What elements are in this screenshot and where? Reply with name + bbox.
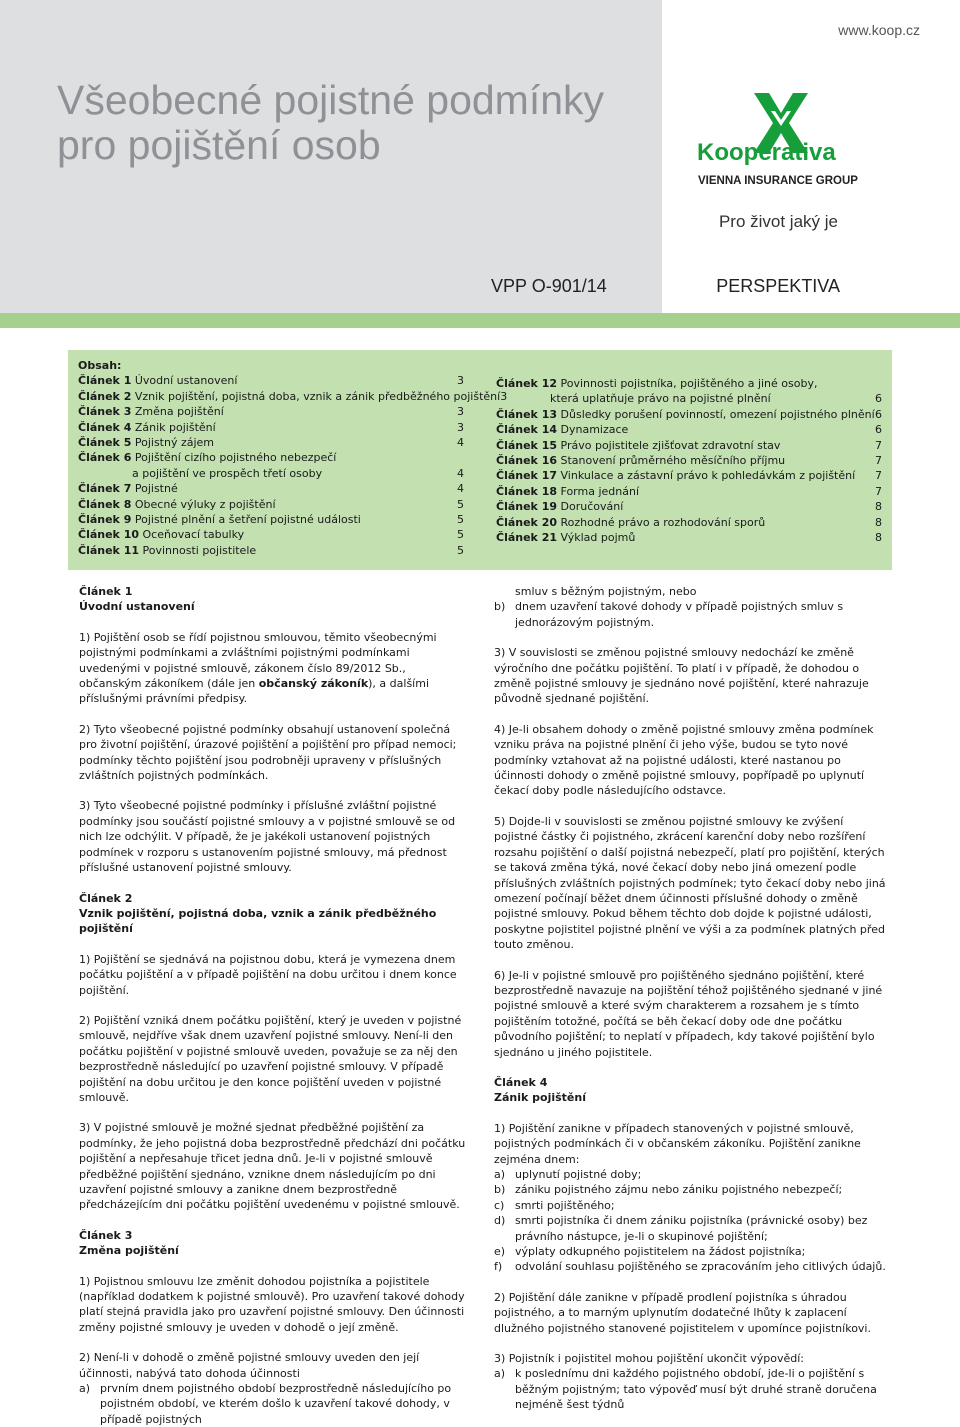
toc-entry[interactable]	[496, 499, 882, 514]
toc-entry-title: Důsledky porušení povinností, omezení pojistného plnění	[560, 407, 875, 421]
toc-entry-number: Článek 15	[496, 438, 558, 452]
toc-entry[interactable]	[496, 453, 882, 468]
list-item-text: zániku pojistného zájmu nebo zániku pojistného nebezpečí;	[515, 1183, 843, 1197]
article-4-paragraph-2: 2) Pojištění dále zanikne v případě prodlení pojistníka s úhradou pojistného, a to marným uplynutím dodatečné lhůty k zaplacení dlužného pojistného stanovené pojistitelem v upomínce pojistníkovi.	[494, 1290, 871, 1335]
toc-entry-page: 8	[875, 515, 882, 529]
toc-entry[interactable]	[496, 484, 882, 499]
toc-entry-number: Článek 18	[496, 484, 558, 498]
article-2-paragraph-2: 2) Pojištění vzniká dnem počátku pojištění, který je uveden v pojistné smlouvě, nejdříve však dnem uzavření pojistné smlouvy. Není-li den počátku pojištění v pojistné smlouvě uveden, považuje se za něj den bezprostředně následující po uzavření pojistné smlouvy. V případě pojištění na dobu určitou je den konce pojištění uveden v pojistné smlouvě.	[79, 1013, 462, 1104]
toc-entry-page: 7	[875, 454, 882, 468]
toc-entry-title: Obecné výluky z pojištění	[134, 497, 276, 511]
toc-entry-page: 6	[875, 392, 882, 406]
article-1-number: Článek 1	[79, 585, 133, 598]
toc-entry[interactable]	[78, 481, 464, 496]
list-item-text: uplynutí pojistné doby;	[515, 1168, 642, 1181]
toc-entry-title: Úvodní ustanovení	[134, 374, 238, 388]
text-column-left	[79, 584, 467, 1427]
toc-entry[interactable]	[78, 404, 464, 419]
toc-entry-title: Pojistný zájem	[134, 436, 215, 450]
slogan: Pro život jaký je	[718, 212, 838, 231]
toc-entry-page: 3	[500, 389, 508, 403]
list-item-continuation: smluv s běžným pojistným, nebo	[515, 585, 697, 598]
toc-entry-page: 3	[457, 374, 464, 388]
article-2-paragraph-1: 1) Pojištění se sjednává na pojistnou dobu, která je vymezena dnem počátku pojištění a v případě pojištění na dobu určitou i dnem konce pojištění.	[79, 952, 457, 997]
toc-entry-number: Článek 5	[78, 436, 132, 450]
toc-entry-title: Forma jednání	[560, 484, 640, 498]
toc-entry-number: Článek 14	[496, 423, 558, 437]
list-item-text: smrti pojistníka či dnem zániku pojistníka (právnické osoby) bez právního nástupce, je-li o skupinové pojištění;	[515, 1214, 868, 1243]
toc-entry-title: Vinkulace a zástavní právo k pohledávkám z pojištění	[560, 469, 856, 483]
toc-entry-title: Vznik pojištění, pojistná doba, vznik a zánik předběžného pojištění	[134, 389, 501, 403]
toc-entry-number: Článek 7	[78, 482, 132, 496]
toc-entry-page: 6	[875, 423, 882, 437]
toc-right-column	[496, 376, 882, 545]
toc-entry-title: Povinnosti pojistníka, pojištěného a jiné osoby,	[560, 377, 818, 390]
toc-entry-title: Pojistné plnění a šetření pojistné události	[134, 513, 361, 527]
toc-entry[interactable]	[496, 468, 882, 483]
toc-entry-number: Článek 19	[496, 500, 558, 514]
article-3-paragraph-3: 3) V souvislosti se změnou pojistné smlouvy nedochází ke změně výročního dne počátku pojištění. To platí i v případě, že dohodou o změně pojistné smlouvy je sjednáno nové pojištění, které nahrazuje původně sjednané pojištění.	[494, 646, 869, 706]
list-item-text: k poslednímu dni každého pojistného období, jde-li o pojištění s běžným pojistným; tato výpověď musí být druhé straně doručena nejméně šest týdnů	[515, 1367, 877, 1412]
toc-entry-page: 8	[875, 500, 882, 514]
toc-entry-number: Článek 11	[78, 543, 140, 557]
text-column-right	[494, 584, 886, 1413]
toc-entry-page: 7	[875, 469, 882, 483]
toc-entry[interactable]	[496, 530, 882, 545]
toc-entry[interactable]	[496, 515, 882, 530]
toc-entry[interactable]	[496, 438, 882, 453]
toc-entry-number: Článek 1	[78, 374, 132, 388]
list-item-label: b)	[494, 1183, 506, 1197]
toc-entry-page: 5	[457, 543, 464, 557]
toc-heading: Obsah:	[78, 359, 122, 372]
toc-entry[interactable]	[496, 391, 882, 406]
toc-entry-number: Článek 3	[78, 405, 132, 419]
toc-entry-title: Pojištění cizího pojistného nebezpečí	[134, 451, 337, 465]
toc-entry-page: 5	[457, 513, 464, 527]
list-item-text: odvolání souhlasu pojištěného se zpracováním jeho citlivých údajů.	[515, 1260, 886, 1274]
list-item-label: e)	[494, 1245, 506, 1259]
logo-group-text: VIENNA INSURANCE GROUP	[698, 175, 858, 187]
article-3-number: Článek 3	[79, 1228, 133, 1242]
website-link[interactable]: www.koop.cz	[838, 22, 920, 38]
toc-entry[interactable]	[78, 497, 464, 512]
toc-entry-number: Článek 4	[78, 420, 132, 434]
toc-entry-title: Rozhodné právo a rozhodování sporů	[560, 515, 766, 529]
green-divider	[0, 313, 960, 328]
toc-entry-number: Článek 13	[496, 407, 558, 421]
toc-entry-title: Povinnosti pojistitele	[142, 543, 257, 557]
toc-entry-page: 3	[457, 405, 464, 419]
page-title	[57, 78, 604, 168]
article-1-paragraph-3: 3) Tyto všeobecné pojistné podmínky i příslušné zvláštní pojistné podmínky jsou součástí pojistné smlouvy a v pojistné smlouvě se od nich lze odchýlit. V případě, že je jakékoli ustanovení pojistných podmínek v rozporu s ustanovením pojistné smlouvy, má přednost příslušné ustanovení pojistné smlouvy.	[79, 799, 456, 875]
toc-entry[interactable]	[78, 450, 464, 465]
list-item: a) prvním dnem pojistného období bezprostředně následujícího po pojistném období, ve kterém došlo k uzavření takové dohody, v případě pojistných	[79, 1381, 467, 1427]
list-item	[494, 1198, 886, 1213]
list-item	[494, 1182, 886, 1197]
list-item-label: a)	[494, 1168, 506, 1181]
article-4-title: Zánik pojištění	[494, 1091, 586, 1105]
article-2-paragraph-3: 3) V pojistné smlouvě je možné sjednat předběžné pojištění za podmínky, že jeho pojistná doba bezprostředně předchází dni počátku pojištění a nepřesahuje třicet jedna dnů. Je-li v pojistné smlouvě předběžné pojištění sjednáno, vznikne dnem následujícím po dni uzavření pojistné smlouvy a zanikne dnem bezprostředně předcházejícím dni počátku pojištění uvedenému v pojistné smlouvě.	[79, 1121, 466, 1212]
article-2-title: Vznik pojištění, pojistná doba, vznik a zánik předběžného pojištění	[79, 906, 437, 936]
toc-entry-number: Článek 17	[496, 469, 558, 483]
article-1-paragraph-1: 1) Pojištění osob se řídí pojistnou smlouvou, těmito všeobecnými pojistnými podmínkami a zvláštními pojistnými podmínkami uvedenými v pojistné smlouvě, zákonem číslo 89/2012 Sb., občanským zákoníkem (dále jen občanský zákoník), a dalšími příslušnými právními předpisy.	[79, 630, 437, 706]
article-1-title: Úvodní ustanovení	[79, 600, 195, 614]
toc-entry-title: Výklad pojmů	[560, 531, 636, 545]
toc-entry-page: 3	[457, 420, 464, 434]
list-item-text: výplaty odkupného pojistitelem na žádost pojistníka;	[515, 1245, 806, 1259]
toc-entry-page: 5	[457, 497, 464, 511]
title-line-1: Všeobecné pojistné podmínky	[57, 77, 605, 123]
toc-entry-title: a pojištění ve prospěch třetí osoby	[132, 466, 323, 480]
toc-entry-number: Článek 8	[78, 497, 132, 511]
list-item-text: dnem uzavření takové dohody v případě pojistných smluv s jednorázovým pojistným.	[515, 600, 844, 629]
toc-entry-page: 7	[875, 438, 882, 452]
toc-entry[interactable]	[496, 422, 882, 437]
toc-entry[interactable]	[78, 543, 464, 558]
toc-entry-number: Článek 9	[78, 513, 132, 527]
toc-entry-number: Článek 2	[78, 389, 132, 403]
article-4-paragraph-1: 1) Pojištění zanikne v případech stanovených v pojistné smlouvě, pojistných podmínkách či v občanském zákoníku. Pojištění zanikne zejména dnem:	[494, 1121, 861, 1166]
article-2-number: Článek 2	[79, 891, 133, 905]
article-3-paragraph-6: 6) Je-li v pojistné smlouvě pro pojištěného sjednáno pojištění, které bezprostředně navazuje na pojištění téhož pojištěného sjednané v jiné pojistné smlouvě a které svým charakterem a rozsahem je s tímto pojištěním totožné, počítá se běh čekací doby ode dne počátku původního pojištění; to neplatí v případech, kdy takové pojištění bylo sjednáno u jiného pojistitele.	[494, 968, 883, 1059]
toc-entry-title: která uplatňuje právo na pojistné plnění	[550, 392, 771, 406]
list-item	[494, 1213, 886, 1244]
toc-entry[interactable]	[78, 512, 464, 527]
toc-entry-number: Článek 12	[496, 377, 558, 390]
toc-entry-page: 4	[457, 436, 464, 450]
list-item: b) dnem uzavření takové dohody v případě pojistných smluv s jednorázovým pojistným.	[494, 599, 886, 630]
toc-entry-title: Dynamizace	[560, 423, 629, 437]
list-item-text: prvním dnem pojistného období bezprostředně následujícího po pojistném období, ve kterém došlo k uzavření takové dohody, v případě pojistných	[100, 1382, 452, 1426]
table-of-contents	[68, 350, 892, 570]
toc-entry-title: Doručování	[560, 500, 624, 514]
toc-entry-title: Stanovení průměrného měsíčního příjmu	[560, 454, 786, 468]
toc-entry[interactable]	[78, 389, 508, 404]
article-3-title: Změna pojištění	[79, 1244, 179, 1258]
article-3-paragraph-4: 4) Je-li obsahem dohody o změně pojistné smlouvy změna podmínek vzniku práva na pojistné plnění či jeho výše, budou se tyto nové podmínky vztahovat až na pojistné události, které nastanou po účinnosti dohody o změně pojistné smlouvy, popřípadě po uplynutí čekací doby podle následujícího odstavce.	[494, 722, 874, 798]
article-3-paragraph-1: 1) Pojistnou smlouvu lze změnit dohodou pojistníka a pojistitele (například dodatkem k pojistné smlouvě). Pro uzavření takové dohody platí stejná pravidla jako pro uzavření pojistné smlouvy. Den účinnosti změny pojistné smlouvy je uveden v dohodě o její změně.	[79, 1274, 465, 1334]
toc-entry-page: 7	[875, 484, 882, 498]
kooperativa-logo	[697, 93, 867, 193]
toc-left-column	[78, 358, 508, 558]
toc-entry-page: 4	[457, 482, 464, 496]
list-item: a) k poslednímu dni každého pojistného období, jde-li o pojištění s běžným pojistným; tato výpověď musí být druhé straně doručena nejméně šest týdnů	[494, 1366, 886, 1412]
toc-entry[interactable]	[78, 527, 464, 542]
toc-entry[interactable]	[496, 407, 882, 422]
toc-entry-page: 4	[457, 466, 464, 480]
logo-brand-text: Kooperativa	[697, 139, 836, 166]
article-3-paragraph-5: 5) Dojde-li v souvislosti se změnou pojistné smlouvy ke zvýšení pojistné částky či pojistného, zkrácení karenční doby nebo rozšíření rozsahu pojištění o další pojistná nebezpečí, platí pro pojištění, kterých se taková změna týká, nové čekací doby nebo jiná omezení podle příslušných zvláštních pojistných podmínek; tyto čekací doby nebo jiná omezení počínají běžet dnem účinnosti příslušné dohody o změně pojistné smlouvy. Pokud během těchto dob dojde k pojistné události, poskytne pojistitel pojistné plnění ve výši a za podmínek platných před touto změnou.	[494, 814, 886, 952]
vpp-code: VPP O-901/14	[491, 276, 607, 296]
title-line-2: pro pojištění osob	[57, 122, 381, 168]
toc-entry-number: Článek 20	[496, 515, 558, 529]
toc-entry[interactable]	[78, 435, 464, 450]
toc-entry-title: Zánik pojištění	[134, 420, 216, 434]
toc-entry-title: Právo pojistitele zjišťovat zdravotní stav	[560, 438, 781, 452]
toc-entry[interactable]	[78, 420, 464, 435]
toc-entry-number: Článek 10	[78, 528, 140, 542]
toc-entry-page: 5	[457, 528, 464, 542]
list-item-label: c)	[494, 1198, 505, 1212]
list-item	[494, 1259, 886, 1274]
list-item	[494, 1244, 886, 1259]
list-item-label: d)	[494, 1214, 506, 1228]
toc-entry[interactable]	[78, 466, 464, 481]
toc-entry-number: Článek 21	[496, 531, 558, 545]
toc-entry-title: Oceňovací tabulky	[142, 528, 245, 542]
article-4-paragraph-3: 3) Pojistník i pojistitel mohou pojištění ukončit výpovědí:	[494, 1352, 805, 1366]
toc-entry-page: 6	[875, 407, 882, 421]
toc-entry-page: 8	[875, 531, 882, 545]
toc-entry-title: Změna pojištění	[134, 405, 224, 419]
product-name: PERSPEKTIVA	[716, 276, 840, 296]
list-item-text: smrti pojištěného;	[515, 1198, 615, 1212]
article-3-paragraph-2: 2) Není-li v dohodě o změně pojistné smlouvy uveden den její účinnosti, nabývá tato dohoda účinnosti	[79, 1351, 420, 1380]
toc-entry[interactable]	[496, 376, 882, 391]
article-1-paragraph-2: 2) Tyto všeobecné pojistné podmínky obsahují ustanovení společná pro životní pojištění, úrazové pojištění a pojištění pro případ nemoci; podmínky těchto pojištění jsou podrobněji upraveny v příslušných zvláštních pojistných podmínkách.	[79, 722, 457, 783]
toc-entry[interactable]	[78, 373, 464, 388]
article-4-number: Článek 4	[494, 1075, 548, 1089]
list-item	[494, 1167, 886, 1182]
toc-entry-number: Článek 6	[78, 451, 132, 465]
article-4-list	[494, 1167, 886, 1275]
toc-entry-title: Pojistné	[134, 482, 178, 496]
toc-entry-number: Článek 16	[496, 454, 558, 468]
list-item-label: f)	[494, 1260, 503, 1274]
